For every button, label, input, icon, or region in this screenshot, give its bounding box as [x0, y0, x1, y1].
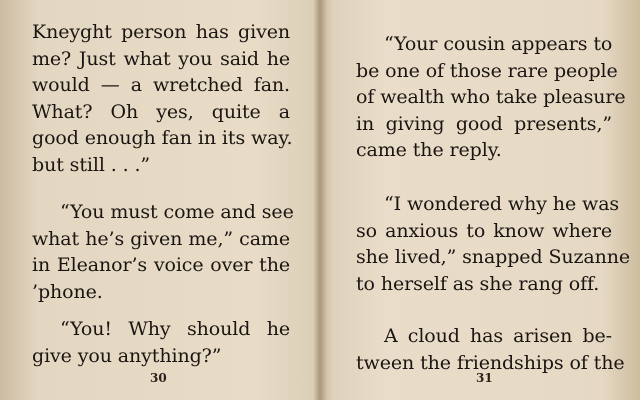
text-line: “I wondered why he was	[384, 193, 620, 215]
page-number: 30	[150, 371, 167, 385]
text-line: What? Oh yes, quite a	[32, 100, 290, 123]
text-line: me? Just what you said he	[32, 47, 290, 70]
text-line: “Your cousin appears to	[384, 33, 613, 55]
text-line: but still . . .”	[32, 153, 151, 176]
book-gutter	[313, 0, 327, 400]
text-line: Kneyght person has given	[32, 21, 290, 43]
text-line: good enough fan in its way.	[32, 127, 293, 149]
left-paragraph-2	[32, 199, 294, 305]
text-line: be one of those rare people	[356, 59, 618, 82]
text-line: A cloud has arisen be-	[384, 325, 612, 347]
left-paragraph-3	[32, 316, 290, 369]
text-line: she lived,” snapped Suzanne	[356, 246, 631, 268]
text-line: in giving good presents,”	[356, 112, 612, 135]
text-line: “You must come and see	[60, 201, 294, 223]
text-line: came the reply.	[356, 139, 502, 161]
text-line: give you anything?”	[32, 344, 222, 367]
text-line: “You! Why should he	[60, 318, 290, 340]
left-page	[0, 0, 314, 400]
text-line: would — a wretched fan.	[32, 74, 290, 96]
text-line: tween the friendships of the	[356, 351, 625, 374]
left-paragraph-1	[32, 19, 293, 178]
right-paragraph-2	[356, 191, 631, 297]
text-line: in Eleanor’s voice over the	[32, 254, 290, 276]
text-line: of wealth who take pleasure	[356, 86, 626, 108]
text-line: what he’s given me,” came	[32, 227, 290, 250]
right-page	[326, 0, 640, 400]
page-number: 31	[476, 371, 493, 385]
right-paragraph-3	[356, 323, 625, 376]
text-line: to herself as she rang off.	[356, 272, 600, 295]
text-line: so anxious to know where	[356, 219, 612, 242]
right-paragraph-1	[356, 31, 626, 164]
text-line: ’phone.	[32, 280, 103, 303]
